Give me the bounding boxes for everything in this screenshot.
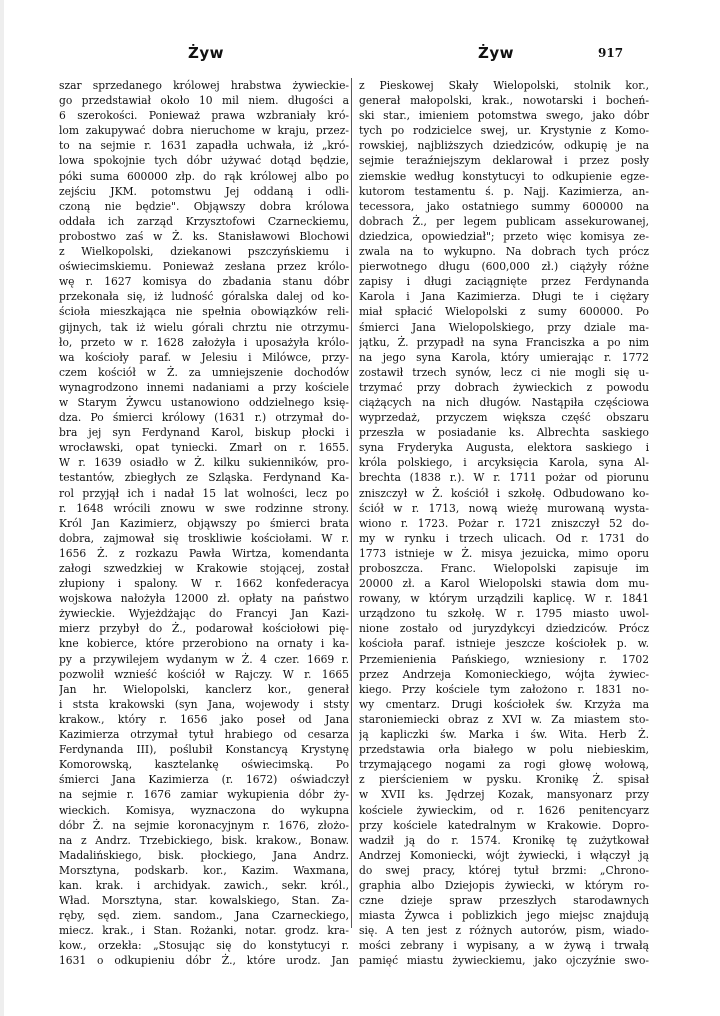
text-line: miał spłacić Wielopolski z sumy 600000. Po: [359, 305, 649, 319]
text-line: wyprzedaż, przyczem większa część obszaru: [359, 411, 649, 425]
text-line: Przemienienia Pańskiego, wzniesiony r. 1702: [359, 652, 649, 666]
text-line: wy cmentarz. Drugi kościołek św. Krzyża ma: [359, 697, 649, 711]
text-line: wa kościoły paraf. w Jelesiu i Milówce, przy-: [59, 350, 349, 364]
text-line: kościoła paraf. istnieje jeszcze kościołek p. w.: [359, 637, 649, 651]
text-line: w Starym Żywcu ustanowiono oddzielnego księ-: [59, 395, 349, 409]
text-line: proboszcza. Franc. Wielopolski zapisuje im: [359, 562, 649, 575]
text-line: rowany, w którym urządzili kaplicę. W r. 1841: [359, 592, 649, 606]
text-line: przedstawia orła białego w polu niebieskim,: [359, 743, 649, 757]
text-line: 6 szerokości. Ponieważ prawa wzbraniały kró-: [59, 109, 349, 123]
text-line: kow., orzekła: „Stosując się do konstytucyi r.: [59, 939, 349, 953]
running-header-left: Żyw: [188, 44, 225, 62]
text-line: króla polskiego, i arcyksięcia Karola, syna Al-: [359, 456, 649, 470]
text-line: dza. Po śmierci królowy (1631 r.) otrzymał do-: [59, 411, 349, 425]
text-line: przez Andrzeja Komonieckiego, wójta żywiec-: [359, 667, 649, 681]
text-line: ciążących na nich długów. Nastąpiła częściowa: [359, 395, 649, 409]
text-line: z Wielkopolski, dziekanowi pszczyńskiemu i: [59, 245, 349, 259]
text-line: Madalińskiego, bisk. płockiego, Jana Andrz.: [59, 848, 349, 862]
text-line: załogi szwedzkiej w Krakowie stojącej, został: [59, 562, 349, 575]
text-line: mierz przybył do Ż., podarował kościołowi pię-: [59, 622, 349, 636]
text-line: nione zostało od juryzdykcyi dziedziców. Prócz: [359, 622, 649, 636]
left-text-column: [59, 78, 349, 969]
text-line: wę r. 1627 komisya do zbadania stanu dóbr: [59, 275, 349, 289]
text-line: to na sejmie r. 1631 zapadła uchwała, iż „kró-: [59, 139, 349, 153]
text-line: zejściu JKM. potomstwu Jej oddaną i odli-: [59, 184, 349, 198]
column-divider: [351, 78, 352, 928]
scan-edge: [0, 0, 4, 1016]
text-line: kościele żywieckim, od r. 1626 penitencyarz: [359, 803, 649, 817]
text-line: złupiony i spalony. W r. 1662 konfederacya: [59, 577, 349, 591]
text-line: i ststa krakowski (syn Jana, wojewody i ststy: [59, 697, 349, 711]
text-line: ski star., imieniem potomstwa swego, jako dóbr: [359, 109, 649, 123]
text-line: Andrzej Komoniecki, wójt żywiecki, i włączył ją: [359, 848, 649, 862]
text-line: generał małopolski, krak., nowotarski i bocheń-: [359, 94, 649, 108]
text-line: wojskowa nałożyła 12000 zł. opłaty na państwo: [59, 592, 349, 606]
text-line: czoną nie będzie". Objąwszy dobra królowa: [59, 199, 349, 213]
text-line: z pierścieniem w pysku. Kronikę Ż. spisał: [359, 773, 649, 787]
text-line: oddała ich zarząd Krzysztofowi Czarneckiemu,: [59, 214, 349, 228]
text-line: go przedstawiał około 10 mil niem. długości a: [59, 94, 349, 108]
text-line: szar sprzedanego królowej hrabstwa żywieckie-: [59, 79, 349, 92]
text-line: rol przyjął ich i nadał 15 lat wolności, lecz po: [59, 486, 349, 500]
text-line: py a przywilejem wydanym w Ż. 4 czer. 1669 r.: [59, 652, 349, 666]
text-line: probostwo zaś w Ż. ks. Stanisławowi Blochowi: [59, 229, 349, 243]
text-line: miecz. krak., i Stan. Rożanki, notar. grodz. kra-: [59, 924, 349, 938]
text-line: Komorowską, kasztelankę oświecimską. Po: [59, 758, 349, 772]
text-line: na z Andrz. Trzebickiego, bisk. krakow., Bonaw.: [59, 833, 349, 847]
text-line: czne dzieje spraw przeszłych starodawnych: [359, 894, 649, 908]
text-line: Król Jan Kazimierz, objąwszy po śmierci brata: [59, 516, 349, 530]
text-line: zwala na to wykupno. Na dobrach tych prócz: [359, 245, 649, 259]
text-line: zapisy i długi zaciągnięte przez Ferdynanda: [359, 275, 649, 289]
text-line: żywieckie. Wyjeżdżając do Francyi Jan Kazi-: [59, 607, 349, 621]
text-line: przeszła w posiadanie ks. Albrechta saskiego: [359, 426, 649, 440]
text-line: ło, przeto w r. 1628 założyła i uposażyła królo-: [59, 335, 349, 349]
text-line: kne kobierce, które przerobiono na ornaty i ka-: [59, 637, 349, 651]
text-line: 1773 istnieje w Ż. misya jezuicka, mimo oporu: [359, 546, 649, 560]
text-line: na jego syna Karola, który umierając r. 1772: [359, 350, 649, 364]
text-line: wadził ją do r. 1574. Kronikę tę zużytkował: [359, 833, 649, 847]
text-line: miasta Żywca i poblizkich jego miejsc znajdują: [359, 909, 649, 923]
text-line: jątku, Ż. przypadł na syna Franciszka a po nim: [359, 335, 649, 349]
text-line: wynagrodzono innemi nadaniami a przy kościele: [59, 380, 349, 394]
text-line: ściół w r. 1713, nową wieżę murowaną wysta-: [359, 501, 649, 515]
text-line: w XVII ks. Jędrzej Kozak, mansyonarz przy: [359, 788, 649, 802]
text-line: przy kościele katedralnym w Krakowie. Dopro-: [359, 818, 649, 832]
text-line: urządzono tu szkołę. W r. 1795 miasto uwol-: [359, 607, 649, 621]
text-line: zniszczył w Ż. kościół i szkołę. Odbudowano ko-: [359, 486, 649, 500]
text-line: Wład. Morsztyna, star. kowalskiego, Stan. Za-: [59, 894, 349, 908]
text-line: krakow., który r. 1656 jako poseł od Jana: [59, 712, 349, 726]
text-line: z Pieskowej Skały Wielopolski, stolnik kor.,: [359, 79, 649, 92]
text-line: przekonała się, iż ludność góralska dalej od ko-: [59, 290, 349, 304]
text-line: sejmie teraźniejszym deklarował i przez posły: [359, 154, 649, 168]
text-line: 1631 o odkupieniu dóbr Ż., które urodz. Jan: [59, 954, 349, 968]
text-line: dobrach Ż., per legem publicam assekurowanej,: [359, 214, 649, 228]
text-line: rowskiej, najbliższych dziedziców, odkupię je na: [359, 139, 649, 153]
text-line: kan. krak. i archidyak. zawich., sekr. król.,: [59, 878, 349, 892]
text-line: póki suma 600000 złp. do rąk królowej albo po: [59, 169, 349, 183]
text-line: dóbr Ż. na sejmie koronacyjnym r. 1676, złożo-: [59, 818, 349, 832]
text-line: ścioła mieszkająca nie spełnia obowiązków reli-: [59, 305, 349, 319]
text-line: dziedzica, opowiedział"; przeto więc komisya ze-: [359, 229, 649, 243]
text-line: śmierci Jana Kazimierza (r. 1672) oświadczył: [59, 773, 349, 787]
text-line: staroniemiecki obraz z XVI w. Za miastem sto-: [359, 712, 649, 726]
text-line: pozwolił wznieść kościół w Rajczy. W r. 1665: [59, 667, 349, 681]
text-line: Kazimierza otrzymał tytuł hrabiego od cesarza: [59, 728, 349, 742]
text-line: ją kapliczki św. Marka i św. Wita. Herb Ż.: [359, 728, 649, 742]
text-line: na sejmie r. 1676 zamiar wykupienia dóbr ży-: [59, 788, 349, 802]
text-line: pierwotnego długu (600,000 zł.) ciążyły różne: [359, 260, 649, 274]
text-line: W r. 1639 osiadło w Ż. kilku sukienników, pro-: [59, 456, 349, 470]
text-line: tecessora, jako ostatniego summy 600000 na: [359, 199, 649, 213]
text-line: lom zakupywać dobra nieruchome w kraju, przez-: [59, 124, 349, 138]
text-line: ziemskie według konstytucyi to odkupienie egze-: [359, 169, 649, 183]
text-line: graphia albo Dziejopis żywiecki, w którym ro-: [359, 878, 649, 892]
text-line: zostawił trzech synów, lecz ci nie mogli się u-: [359, 365, 649, 379]
text-line: tych po rodzicielce swej, ur. Krystynie z Komo-: [359, 124, 649, 138]
text-line: ręby, sęd. ziem. sandom., Jana Czarneckiego,: [59, 909, 349, 923]
text-line: 20000 zł. a Karol Wielopolski stawia dom mu-: [359, 577, 649, 591]
text-line: Karola i Jana Kazimierza. Długi te i ciężary: [359, 290, 649, 304]
text-line: dobra, zajmował się troskliwie kościołami. W r.: [59, 531, 349, 545]
text-line: czem kościół w Ż. za umniejszenie dochodów: [59, 365, 349, 379]
running-header-right: Żyw: [478, 44, 515, 62]
text-line: my w rynku i trzech ulicach. Od r. 1731 do: [359, 531, 649, 545]
text-line: gijnych, tak iż wielu górali chrztu nie otrzymu-: [59, 320, 349, 334]
text-line: się. A ten jest z różnych autorów, pism, wiado-: [359, 924, 649, 938]
right-text-column: [359, 78, 649, 969]
text-line: wiono r. 1723. Pożar r. 1721 zniszczył 52 do-: [359, 516, 649, 530]
text-line: 1656 Ż. z rozkazu Pawła Wirtza, komendanta: [59, 546, 349, 560]
text-line: bra jej syn Ferdynand Karol, biskup płocki i: [59, 426, 349, 440]
text-line: brechta (1838 r.). W r. 1711 pożar od piorunu: [359, 471, 649, 485]
text-line: r. 1648 wrócili znowu w swe rodzinne strony.: [59, 501, 349, 515]
text-line: lowa spokojnie tych dóbr używać dotąd będzie,: [59, 154, 349, 168]
text-line: oświecimskiemu. Ponieważ zesłana przez królo-: [59, 260, 349, 274]
text-line: do swej pracy, której tytuł brzmi: „Chrono-: [359, 863, 649, 877]
text-line: pamięć miastu żywieckiemu, jako ojczyźnie swo-: [359, 954, 649, 968]
text-line: kutorom testamentu ś. p. Najj. Kazimierza, an-: [359, 184, 649, 198]
text-line: wrocławski, opat tyniecki. Zmarł on r. 1655.: [59, 441, 349, 455]
text-line: kiego. Przy kościele tym założono r. 1831 no-: [359, 682, 649, 696]
text-line: Morsztyna, podskarb. kor., Kazim. Waxmana,: [59, 863, 349, 877]
text-line: wieckich. Komisya, wyznaczona do wykupna: [59, 803, 349, 817]
page-number: 917: [598, 46, 624, 60]
text-line: mości zebrany i wypisany, a w żywą i trwałą: [359, 939, 649, 953]
text-line: Ferdynanda III), poślubił Konstancyą Krystynę: [59, 743, 349, 757]
text-line: śmierci Jana Wielopolskiego, przy dziale ma-: [359, 320, 649, 334]
text-line: syna Fryderyka Augusta, elektora saskiego i: [359, 441, 649, 455]
text-line: Jan hr. Wielopolski, kanclerz kor., generał: [59, 682, 349, 696]
text-line: testantów, zbiegłych ze Szląska. Ferdynand Ka-: [59, 471, 349, 485]
text-line: trzymającego nogami za rogi głowę wołową,: [359, 758, 649, 772]
text-line: trzymać przy dobrach żywieckich z powodu: [359, 380, 649, 394]
